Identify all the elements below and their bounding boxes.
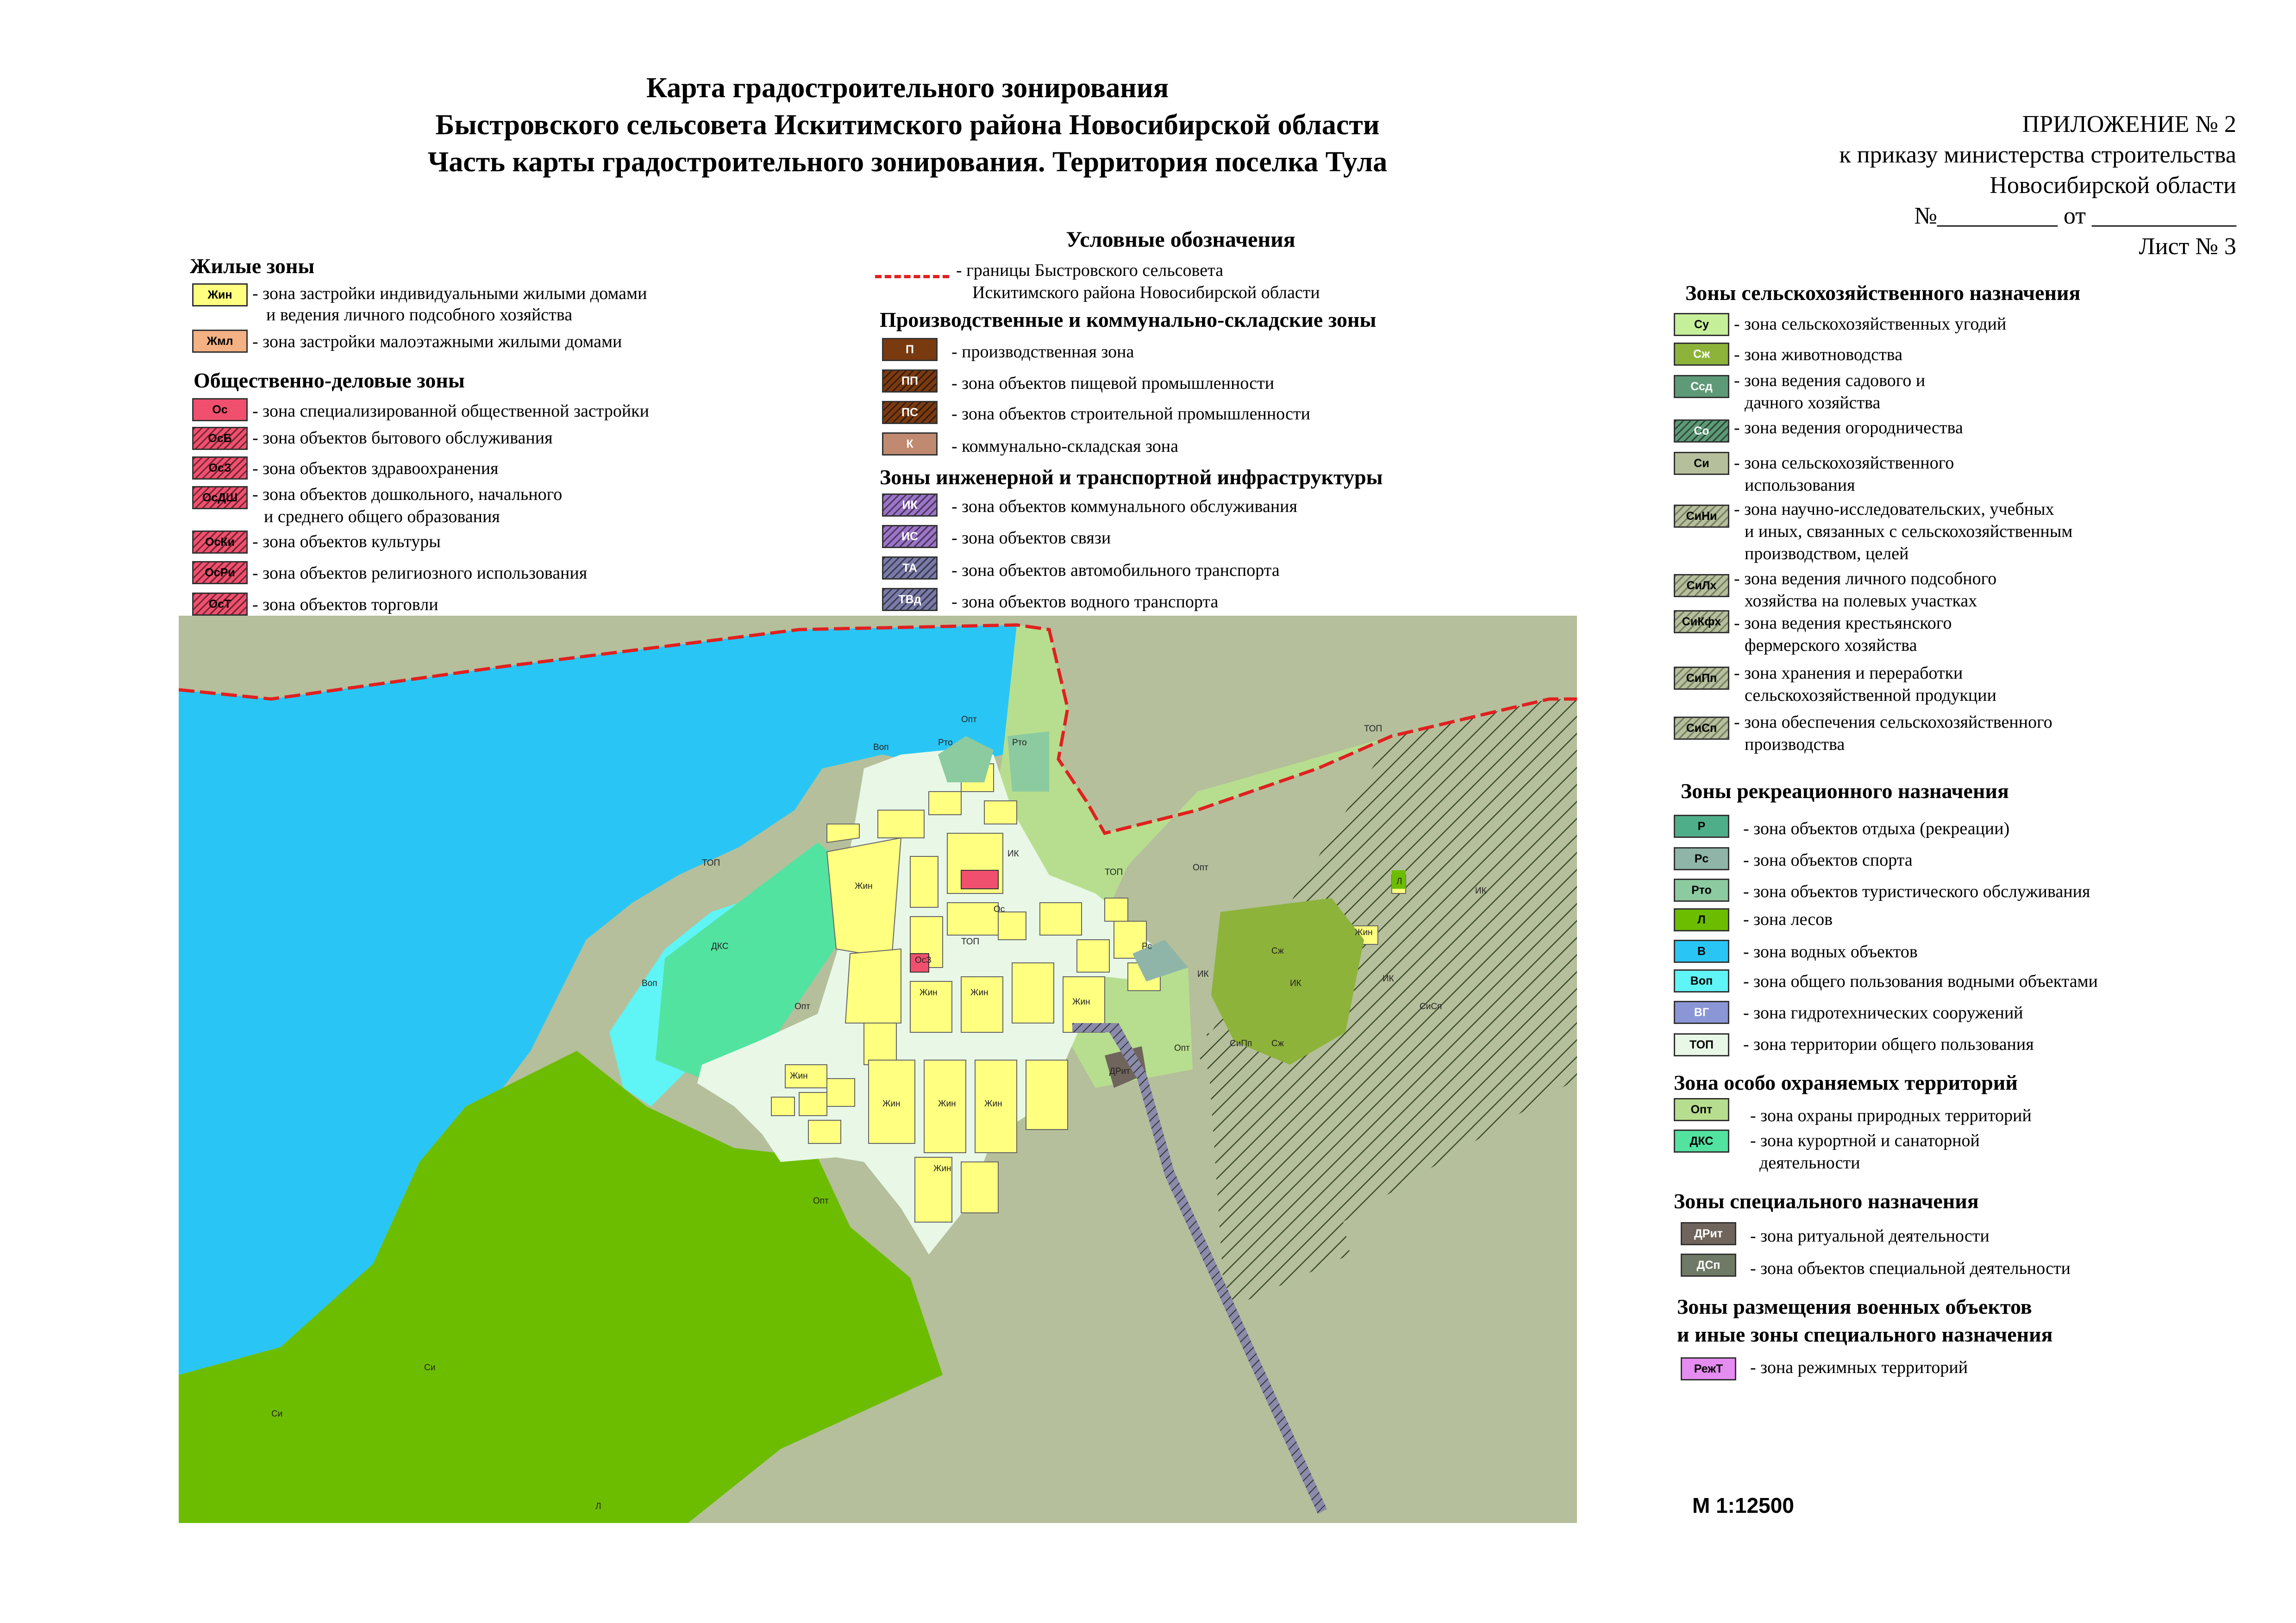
swatch-so: Со (1674, 419, 1729, 443)
title-line-1: Карта градостроительного зонирования (646, 72, 1169, 104)
map-label-si-1: Си (424, 1363, 436, 1373)
swatch-sikfh: СиКфх (1674, 610, 1729, 633)
legend-ssd-text-1: - зона ведения садового и (1734, 371, 1926, 390)
legend-heading-military-1: Зоны размещения военных объектов (1677, 1295, 2032, 1318)
appendix-block (1667, 109, 2236, 262)
legend-rs-text: - зона объектов спорта (1743, 850, 1913, 870)
legend-si-text-2: использования (1745, 475, 1855, 495)
legend-heading-industrial: Производственные и коммунально-складские зоны (880, 308, 1376, 331)
map-label-szh-1: Сж (1271, 946, 1284, 956)
legend-zhin-text-2: и ведения личного подсобного хозяйства (266, 305, 573, 325)
map-label-zhin-6: Жин (938, 1099, 956, 1109)
swatch-rezht: РежТ (1681, 1357, 1736, 1380)
swatch-zhml: Жмл (192, 330, 248, 353)
swatch-ost: ОсТ (192, 593, 248, 616)
legend-vop-text: - зона общего пользования водными объектами (1743, 972, 2098, 991)
map-label-vop-2: Воп (642, 979, 657, 988)
swatch-v: В (1674, 940, 1729, 963)
swatch-vop: Воп (1674, 969, 1729, 993)
legend-sikfh-text-1: - зона ведения крестьянского (1734, 613, 1952, 633)
swatch-ik: ИК (882, 493, 938, 517)
swatch-su: Су (1674, 313, 1729, 336)
legend-ost-text: - зона объектов торговли (252, 595, 438, 614)
title-line-3: Часть карты градостроительного зонирования. Территория поселка Тула (427, 146, 1388, 178)
swatch-zhin: Жин (192, 283, 248, 306)
legend-heading-military-2: и иные зоны специального назначения (1677, 1323, 2053, 1346)
legend-dsp-text: - зона объектов специальной деятельности (1750, 1259, 2071, 1278)
legend-r-text: - зона объектов отдыха (рекреации) (1743, 819, 2010, 838)
swatch-sisp: СиСп (1674, 717, 1729, 740)
legend-k-text: - коммунально-складская зона (951, 437, 1178, 456)
legend-heading-residential: Жилые зоны (190, 254, 315, 278)
legend-sikfh-text-2: фермерского хозяйства (1745, 636, 1917, 655)
legend-heading-recreation: Зоны рекреационного назначения (1681, 779, 2009, 803)
legend-p-text: - производственная зона (951, 342, 1134, 362)
map-label-zhin-8: Жин (790, 1071, 808, 1081)
map-label-top-2: ТОП (1105, 868, 1123, 877)
swatch-sini: СиНи (1674, 505, 1729, 528)
legend-rto-text: - зона объектов туристического обслуживания (1743, 882, 2090, 901)
map-label-opt-2: Опт (795, 1002, 810, 1011)
map-label-zhin-2: Жин (920, 988, 938, 998)
map-label-vop-1: Воп (873, 743, 889, 752)
title-line-2: Быстровского сельсовета Искитимского района Новосибирской области (435, 109, 1380, 141)
legend-osz-text: - зона объектов здравоохранения (252, 459, 499, 478)
map-label-top-1: ТОП (702, 858, 720, 868)
map-label-zhin-1: Жин (855, 881, 873, 891)
map-label-ik-4: ИК (1383, 974, 1394, 984)
map-label-dks: ДКС (711, 942, 729, 951)
map-label-ik-2: ИК (1197, 969, 1209, 979)
map-label-opt-3: Опт (813, 1196, 829, 1206)
legend-osb-text: - зона объектов бытового обслуживания (252, 428, 553, 448)
swatch-top: ТОП (1674, 1033, 1729, 1056)
legend-szh-text: - зона животноводства (1734, 345, 1903, 364)
map-label-rs: Рс (1142, 942, 1152, 951)
os-zone (961, 870, 998, 889)
map-label-zhin-9: Жин (933, 1164, 951, 1174)
legend-sisp-text-1: - зона обеспечения сельскохозяйственного (1734, 712, 2052, 732)
swatch-ps: ПС (882, 401, 938, 424)
boundary-line-symbol (875, 275, 949, 278)
swatch-osz: ОсЗ (192, 456, 248, 480)
legend-l-text: - зона лесов (1743, 910, 1833, 929)
legend-sipp-text-2: сельскохозяйственной продукции (1745, 686, 1996, 705)
swatch-r: Р (1674, 815, 1729, 838)
legend-is-text: - зона объектов связи (951, 528, 1111, 548)
map-label-sipp: СиПп (1230, 1039, 1252, 1049)
swatch-rto: Рто (1674, 879, 1729, 902)
map-label-sisp: СиСп (1420, 1002, 1442, 1011)
map-label-szh-2: Сж (1271, 1039, 1284, 1049)
legend-heading-agricultural: Зоны сельскохозяйственного назначения (1685, 281, 2081, 305)
legend-tvd-text: - зона объектов водного транспорта (951, 592, 1219, 612)
legend-vg-text: - зона гидротехнических сооружений (1743, 1003, 2023, 1023)
legend-sini-text-1: - зона научно-исследовательских, учебных (1734, 499, 2054, 519)
swatch-is: ИС (882, 525, 938, 548)
legend-silh-text-1: - зона ведения личного подсобного (1734, 569, 1997, 588)
appendix-line-4: №__________ от ____________ (1914, 203, 2236, 229)
swatch-pp: ПП (882, 369, 938, 393)
legend-osri-text: - зона объектов религиозного использования (252, 563, 588, 583)
legend-oski-text: - зона объектов культуры (252, 532, 441, 551)
map-label-opt-1: Опт (961, 715, 977, 724)
appendix-line-3: Новосибирской области (1989, 172, 2236, 199)
map-label-opt-5: Опт (1193, 863, 1208, 873)
legend-zhml-text: - зона застройки малоэтажными жилыми домами (252, 332, 622, 351)
map-label-drit: ДРит (1109, 1067, 1130, 1076)
swatch-dsp: ДСп (1681, 1254, 1736, 1277)
legend-heading-public: Общественно-деловые зоны (194, 368, 465, 392)
swatch-si: Си (1674, 452, 1729, 475)
map-label-ik-3: ИК (1290, 979, 1301, 988)
swatch-oski: ОсКи (192, 531, 248, 554)
appendix-line-1: ПРИЛОЖЕНИЕ № 2 (2022, 111, 2236, 137)
map-label-zhin-7: Жин (984, 1099, 1002, 1109)
zoning-map[interactable] (179, 616, 1577, 1523)
map-scale: М 1:12500 (1692, 1493, 1794, 1517)
legend-pp-text: - зона объектов пищевой промышленности (951, 374, 1275, 393)
swatch-dks: ДКС (1674, 1130, 1729, 1153)
swatch-silh: СиЛх (1674, 574, 1729, 597)
map-label-zhin-5: Жин (882, 1099, 901, 1109)
map-label-zhin-10: Жин (1355, 928, 1373, 937)
legend-caption: Условные обозначения (1066, 227, 1295, 252)
map-label-ik-1: ИК (1007, 849, 1019, 859)
map-label-zhin-4: Жин (1072, 997, 1090, 1007)
map-title (259, 69, 1556, 181)
legend-so-text: - зона ведения огородничества (1734, 418, 1963, 437)
swatch-drit: ДРит (1681, 1222, 1736, 1245)
swatch-tvd: ТВд (882, 588, 938, 611)
legend-sisp-text-2: производства (1745, 735, 1845, 754)
legend-dks-text-1: - зона курортной и санаторной (1750, 1131, 1980, 1150)
swatch-osb: ОсБ (192, 427, 248, 450)
map-label-os: Ос (994, 905, 1005, 914)
legend-heading-special: Зоны специального назначения (1674, 1189, 1979, 1213)
swatch-os: Ос (192, 398, 248, 421)
map-label-ik-5: ИК (1475, 886, 1487, 896)
legend-rezht-text: - зона режимных территорий (1750, 1358, 1968, 1377)
legend-os-text: - зона специализированной общественной застройки (252, 401, 649, 421)
map-label-l-2: Л (1396, 877, 1402, 886)
map-label-si-2: Си (271, 1409, 283, 1419)
map-label-top-3: ТОП (961, 937, 980, 947)
swatch-opt: Опт (1674, 1098, 1729, 1121)
legend-zhin-text-1: - зона застройки индивидуальными жилыми домами (252, 284, 647, 303)
legend-osdsh-text-2: и среднего общего образования (264, 507, 500, 526)
map-label-osz: ОсЗ (915, 955, 932, 965)
legend-sini-text-2: и иных, связанных с сельскохозяйственным (1745, 522, 2073, 541)
map-label-rto-2: Рто (1012, 738, 1027, 748)
legend-heading-engineering: Зоны инженерной и транспортной инфраструктуры (880, 465, 1383, 489)
swatch-osdsh: ОсДШ (192, 486, 248, 509)
legend-ta-text: - зона объектов автомобильного транспорта (951, 561, 1280, 580)
appendix-line-2: к приказу министерства строительства (1839, 142, 2236, 168)
legend-ssd-text-2: дачного хозяйства (1745, 393, 1881, 412)
swatch-sipp: СиПп (1674, 667, 1729, 690)
legend-opt-text: - зона охраны природных территорий (1750, 1106, 2032, 1125)
legend-sini-text-3: производством, целей (1745, 544, 1909, 563)
map-label-opt-4: Опт (1174, 1043, 1190, 1053)
appendix-line-5: Лист № 3 (2139, 233, 2236, 260)
swatch-rs: Рс (1674, 847, 1729, 870)
boundary-text-2: Искитимского района Новосибирской области (972, 283, 1320, 302)
map-label-l-1: Л (595, 1502, 601, 1511)
swatch-ta: ТА (882, 556, 938, 580)
legend-top-text: - зона территории общего пользования (1743, 1035, 2034, 1054)
swatch-ssd: Ссд (1674, 375, 1729, 398)
swatch-l: Л (1674, 908, 1729, 931)
legend-si-text-1: - зона сельскохозяйственного (1734, 453, 1954, 473)
legend-ps-text: - зона объектов строительной промышленности (951, 404, 1310, 424)
legend-drit-text: - зона ритуальной деятельности (1750, 1226, 1989, 1246)
swatch-osri: ОсРи (192, 561, 248, 584)
legend-v-text: - зона водных объектов (1743, 942, 1918, 961)
legend-dks-text-2: деятельности (1759, 1153, 1860, 1173)
map-label-rto-1: Рто (938, 738, 953, 748)
swatch-k: К (882, 432, 938, 456)
map-label-zhin-3: Жин (970, 988, 988, 998)
swatch-p: П (882, 338, 938, 361)
swatch-vg: ВГ (1674, 1001, 1729, 1024)
swatch-szh: Сж (1674, 343, 1729, 366)
legend-silh-text-2: хозяйства на полевых участках (1745, 591, 1977, 611)
legend-osdsh-text-1: - зона объектов дошкольного, начального (252, 485, 563, 504)
legend-sipp-text-1: - зона хранения и переработки (1734, 663, 1963, 683)
legend-su-text: - зона сельскохозяйственных угодий (1734, 314, 2007, 334)
legend-heading-protected: Зона особо охраняемых территорий (1674, 1071, 2018, 1094)
boundary-text-1: - границы Быстровского сельсовета (956, 261, 1224, 280)
map-label-top-4: ТОП (1364, 724, 1383, 734)
legend-ik-text: - зона объектов коммунального обслуживания (951, 497, 1297, 516)
